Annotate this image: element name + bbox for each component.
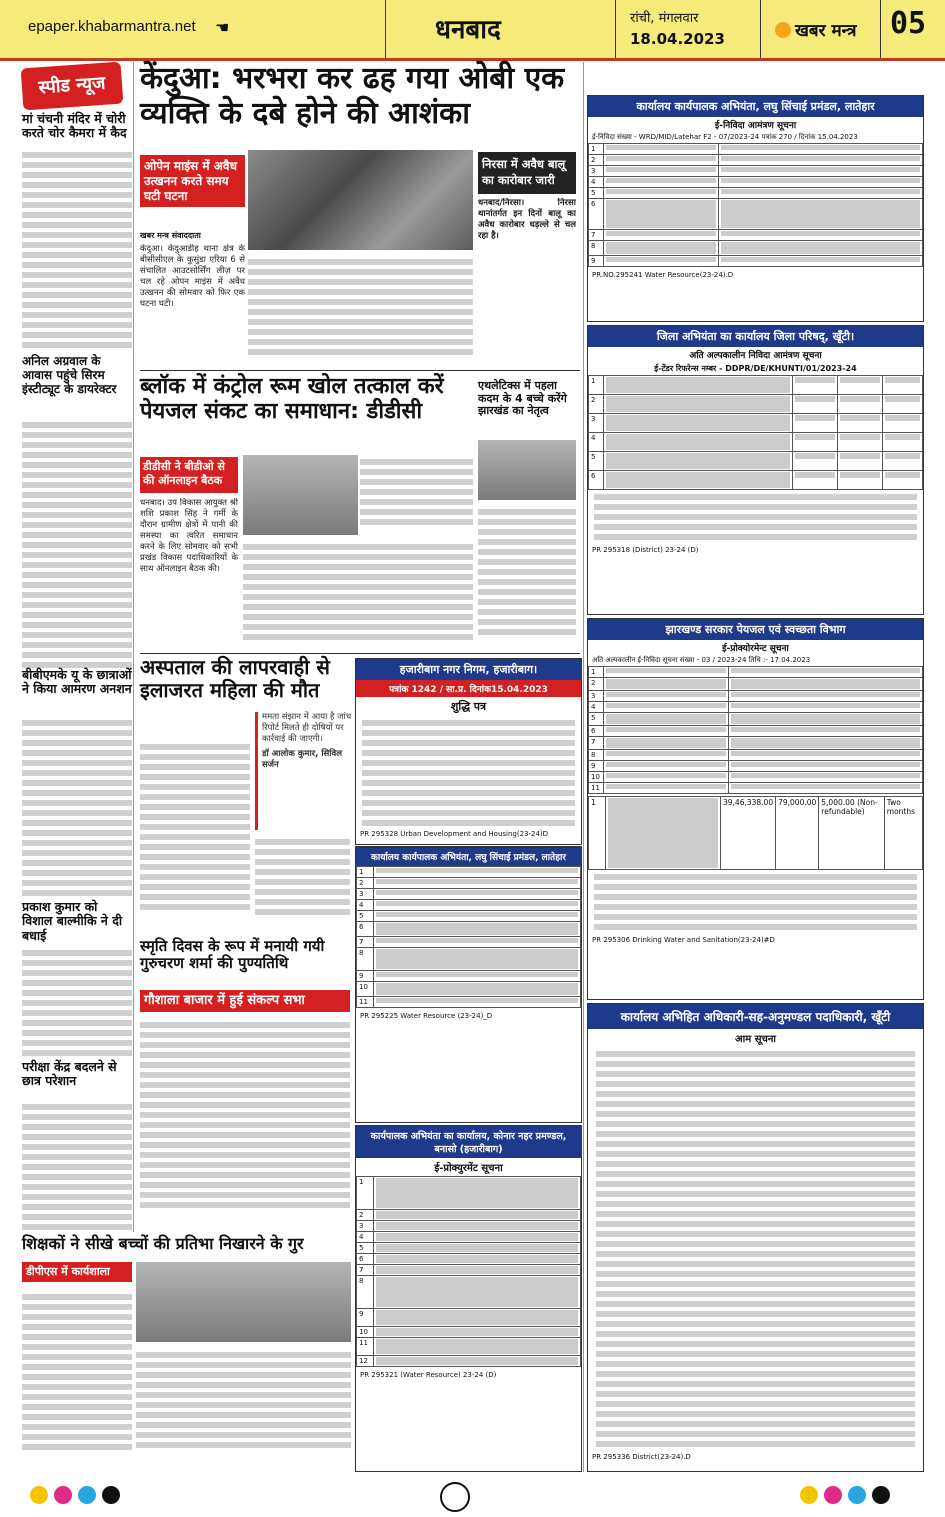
ad-pr: PR.NO.295241 Water Resource(23-24).D [592, 271, 734, 279]
text-lines [588, 1051, 923, 1447]
ad-amount-table: 1 39,46,338.00 79,000.00 5,000.00 (Non-refundable) Two months [588, 796, 923, 870]
left-body-4 [22, 946, 132, 1056]
story5-body [22, 1290, 132, 1465]
amount-cost: 39,46,338.00 [721, 797, 776, 870]
quote-author: डॉ आलोक कुमार, सिविल सर्जन [262, 749, 342, 770]
text-lines [140, 744, 250, 910]
column-rule [133, 62, 134, 1232]
logo-icon [775, 22, 791, 38]
side-body: धनबाद/निरसा। निरसा थानांतर्गत इन दिनों बालू का अवैध कारोबार धड़ल्ले से चल रहा है। [478, 198, 576, 241]
ad-title: जिला अभियंता का कार्यालय जिला परिषद्, खूँटी। [588, 326, 923, 347]
column-rule [583, 62, 584, 1472]
story4-subhead: गौशाला बाजार में हुई संकल्प सभा [140, 990, 350, 1012]
ad-title: कार्यपालक अभियंता का कार्यालय, कोनार नहर प्रमण्डल, बनासो (हजारीबाग) [356, 1126, 581, 1158]
text-lines [248, 259, 473, 355]
text-lines [255, 839, 350, 915]
ad-pr: PR 295328 Urban Development and Housing(23-24)D [360, 830, 549, 838]
color-mark [824, 1486, 842, 1504]
ad-subtitle: ई-निविदा आमंत्रण सूचना [714, 121, 797, 131]
story4-headline: स्मृति दिवस के रूप में मनायी गयी गुरुचरण शर्मा की पुण्यतिथि [140, 937, 325, 973]
ad-pr: PR 295321 (Water Resource) 23-24 (D) [360, 1371, 497, 1379]
site-url[interactable]: epaper.khabarmantra.net [28, 18, 196, 35]
ad-pr: PR 295306 Drinking Water and Sanitation(23-24)#D [592, 936, 775, 944]
amount-fee: 5,000.00 (Non-refundable) [819, 797, 884, 870]
main-subhead: ओपेन माइंस में अवैध उत्खनन करते समय घटी घटना [140, 155, 245, 207]
crosshair-icon [440, 1482, 470, 1512]
registration-marks-right [800, 1486, 896, 1508]
ad-konar [355, 1125, 582, 1472]
brand-logo [775, 18, 857, 41]
athletics-photo [478, 440, 576, 500]
left-headline-4: प्रकाश कुमार को विशाल बाल्मीकि ने दी बधाई [22, 899, 123, 943]
story5-body-2 [136, 1348, 351, 1465]
left-headline-3: बीबीएमके यू के छात्राओं ने किया आमरण अनशन [22, 667, 132, 697]
meeting-photo [243, 455, 358, 535]
edition-day: रांची, मंगलवार [630, 11, 699, 26]
ad-ref: अति अल्पकालीन ई-निविदा सूचना संख्या - 03 / 2023-24 तिथि :- 17.04.2023 [592, 656, 811, 664]
text-lines [136, 1352, 351, 1448]
rule [140, 370, 580, 371]
story4-body [140, 1018, 350, 1228]
ad-title: कार्यालय अभिहित अधिकारी-सह-अनुमण्डल पदाधिकारी, खूँटी [588, 1004, 923, 1029]
edition-date: 18.04.2023 [630, 30, 725, 48]
rule [140, 653, 580, 654]
story2-body [243, 540, 473, 650]
left-body-5 [22, 1100, 132, 1230]
ad-pr: PR 295318 (District) 23-24 (D) [592, 546, 699, 554]
divider [760, 0, 761, 58]
color-mark [30, 1486, 48, 1504]
divider [615, 0, 616, 58]
page-header [0, 0, 945, 61]
ad-title: कार्यालय कार्यपालक अभियंता, लघु सिंचाई प्रमंडल, लातेहार [588, 96, 923, 117]
ad-title: हजारीबाग नगर निगम, हजारीबाग। [356, 659, 581, 680]
ad-drinking-water [587, 618, 924, 1000]
story2-lead: धनबाद। उप विकास आयुक्त श्री शशि प्रकाश सिंह ने गर्मी के दौरान ग्रामीण क्षेत्रों में पानी की समस्या का त्वरित समाधान करने के लिए सोमवार को सभी प्रखंड विकास पदाधिकारियों के साथ ऑनलाइन बैठक की। [140, 498, 238, 574]
color-mark [102, 1486, 120, 1504]
main-body [248, 255, 473, 367]
main-lead: केंदुआ। केंदुआडीह थाना क्षेत्र के बीसीसीएल के कुसुंडा एरिया 6 से संचालित आउटसोर्सिंग लीज़ पर चल रहे ओपन माइंस में अवैध उत्खनन की सोमवार को फिर एक घटना घटी। [140, 244, 245, 309]
ad-ref: ई-निविदा संख्या - WRD/MID/Latehar F2 - 07/2023-24 पत्रांक 270 / दिनांक 15.04.2023 [592, 133, 858, 141]
text-lines [478, 509, 576, 635]
ad-subtitle: शुद्धि पत्र [450, 700, 487, 713]
story5-headline: शिक्षकों ने सीखे बच्चों की प्रतिभा निखारने के गुर [22, 1234, 304, 1253]
story5-subhead: डीपीएस में कार्यशाला [22, 1262, 132, 1282]
mine-collapse-photo [248, 150, 473, 250]
text-lines [22, 1294, 132, 1450]
color-mark [54, 1486, 72, 1504]
text-lines [22, 720, 132, 896]
color-mark [872, 1486, 890, 1504]
left-headline-1: मां चंचनी मंदिर में चोरी करते चोर कैमरा में कैद [22, 111, 127, 141]
ad-latehar-1 [587, 95, 924, 322]
ad-pr: PR 295225 Water Resource (23-24)_D [360, 1012, 493, 1020]
ad-table: 1 2 3 4 5 6 7 8 9 10 11 [588, 666, 923, 794]
ad-pr: PR 295336 District(23-24).D [592, 1453, 691, 1461]
side2-body [478, 505, 576, 650]
quote-text: ममता संझान में आया है जांच रिपोर्ट मिलते ही दोषियों पर कार्रवाई की जाएगी। [262, 712, 352, 744]
divider [385, 0, 386, 58]
side-headline: निरसा में अवैध बालू का कारोबार जारी [478, 152, 576, 194]
left-headline-2: अनिल अग्रवाल के आवास पहुंचे सिरम इंस्टीट्यूट के डायरेक्टर [22, 354, 117, 396]
ad-hazaribag [355, 658, 582, 845]
page-number: 05 [890, 6, 927, 41]
left-headline-5: परीक्षा केंद्र बदलने से छात्र परेशान [22, 1059, 117, 1089]
amount-emd: 79,000.00 [776, 797, 819, 870]
ad-subtitle: ई-प्रोक्युरमेंट सूचना [434, 1163, 503, 1174]
color-mark [78, 1486, 96, 1504]
color-mark [800, 1486, 818, 1504]
color-mark [848, 1486, 866, 1504]
ad-title: कार्यालय कार्यपालक अभियंता, लघु सिंचाई प्रमंडल, लातेहार [356, 847, 581, 866]
story3-quote [255, 712, 357, 830]
story2-body-2 [360, 455, 473, 535]
pointer-icon: ☚ [215, 18, 230, 37]
text-lines [140, 1022, 350, 1208]
text-lines [356, 720, 581, 826]
ad-subtitle: अति अल्पकालीन निविदा आमंत्रण सूचना [689, 351, 822, 361]
text-lines [22, 950, 132, 1056]
amount-period: Two months [884, 797, 922, 870]
ad-subtitle: ई-प्रोक्योरमेन्ट सूचना [722, 644, 789, 654]
left-body-1 [22, 148, 132, 348]
workshop-photo [136, 1262, 351, 1342]
edition-city: धनबाद [435, 15, 501, 45]
speed-news-badge: स्पीड न्यूज [21, 62, 124, 111]
ad-table: 1 2 3 4 5 6 7 8 9 [588, 143, 923, 267]
text-lines [22, 152, 132, 348]
ad-title: झारखण्ड सरकार पेयजल एवं स्वच्छता विभाग [588, 619, 923, 640]
ad-subtitle: आम सूचना [735, 1034, 776, 1045]
story2-subhead: डीडीसी ने बीडीओ से की ऑनलाइन बैठक [140, 457, 238, 493]
left-body-2 [22, 418, 132, 668]
text-lines [588, 874, 923, 930]
text-lines [360, 459, 473, 525]
main-headline: केंदुआ: भरभरा कर ढह गया ओबी एक व्यक्ति के दबे होने की आशंका [140, 61, 565, 131]
left-body-3 [22, 716, 132, 896]
side2-headline: एथलेटिक्स में पहला कदम के 4 बच्चे करेंगे झारखंड का नेतृत्व [478, 379, 567, 418]
story3-headline: अस्पताल की लापरवाही से इलाजरत महिला की मौत [140, 655, 330, 702]
brand-name: खबर मन्त्र [795, 21, 857, 41]
ad-table: 1 2 3 4 5 6 7 8 9 10 11 [356, 866, 581, 1008]
ad-latehar-2 [355, 846, 582, 1123]
byline: खबर मन्त्र संवाददाता [140, 231, 201, 240]
ad-table: 1 2 3 4 5 6 [588, 375, 923, 490]
text-lines [588, 494, 923, 540]
divider [880, 0, 881, 58]
story3-body [140, 740, 250, 930]
ad-ref: पत्रांक 1242 / सा.प्र. दिनांक15.04.2023 [356, 680, 581, 697]
ad-ref: ई-टेंडर रिफरेन्स नम्बर - DDPR/DE/KHUNTI/01/2023-24 [654, 364, 857, 373]
text-lines [22, 1104, 132, 1230]
text-lines [243, 544, 473, 640]
story2-headline: ब्लॉक में कंट्रोल रूम खोल तत्काल करें पेयजल संकट का समाधान: डीडीसी [140, 374, 444, 425]
story3-body-2 [255, 835, 350, 930]
ad-khunti-1 [587, 325, 924, 615]
text-lines [22, 422, 132, 668]
registration-marks-left [30, 1486, 126, 1508]
ad-khunti-2 [587, 1003, 924, 1472]
ad-table: 1 2 3 4 5 6 7 8 9 10 11 12 [356, 1176, 581, 1367]
